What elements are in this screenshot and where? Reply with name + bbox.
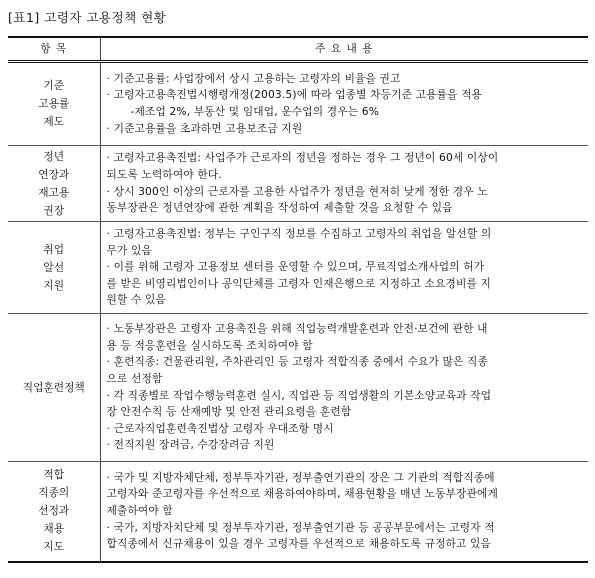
item-line: 고용률: [38, 97, 70, 110]
header-content: 주 요 내 용: [100, 37, 588, 62]
table-row: [8, 314, 588, 462]
content-line: · 각 직종별로 작업수행능력훈련 실시, 직업관 등 직업생활의 기본소양교육과 작업: [106, 388, 492, 402]
header-item: 항 목: [8, 37, 100, 62]
content-line: · 노동부장관은 고령자 고용촉진을 위해 직업능력개발훈련과 안전·보건에 관한 내: [106, 322, 488, 336]
item-line: 직종의: [38, 486, 70, 500]
content-line: · 이를 위해 고령자 고용정보 센터를 운영할 수 있으며, 무료직업소개사업의 허가: [106, 260, 485, 274]
content-line: 무가 있음: [106, 243, 152, 257]
item-line: 선정과: [38, 504, 70, 518]
content-line: 용 등 적응훈련을 실시하도록 조치하여야 함: [106, 338, 313, 352]
item-line: 지도: [43, 540, 65, 554]
content-line: · 기준고용률을 초과하면 고용보조금 지원: [106, 121, 303, 135]
item-line: 기준: [43, 79, 65, 92]
content-line: 제출하여야 함: [106, 503, 173, 517]
item-line: 알선: [43, 260, 65, 274]
row-content-cell: [100, 222, 588, 314]
content-line: · 근로자직업훈련촉진법상 고령자 우대조항 명시: [106, 421, 334, 435]
content-line: · 국가, 지방자치단체 및 정부투자기관, 정부출연기관 등 공공부문에서는 고령자 적: [106, 520, 495, 534]
item-line: 직업훈련정책: [22, 380, 85, 394]
row-item-cell: [8, 462, 100, 562]
content-line: 장 안전수칙 등 산재예방 및 안전 관리요령을 훈련함: [106, 405, 352, 419]
row-content-cell: [100, 146, 588, 222]
row-item-cell: [8, 314, 100, 462]
item-line: 권장: [43, 203, 65, 217]
item-line: 취업: [43, 242, 65, 256]
item-line: 적합: [43, 468, 65, 482]
table-title: [표1] 고령자 고용정책 현황: [8, 10, 167, 25]
row-item-cell: [8, 146, 100, 222]
table-row: [8, 462, 588, 562]
content-line: 합직종에서 신규채용이 있을 경우 고령자를 우선적으로 채용하도록 규정하고 있음: [106, 537, 492, 551]
content-line: 고령자와 준고령자를 우선적으로 채용하여야하며, 채용현황을 매년 노동부장관에게: [106, 487, 498, 501]
row-content-cell: [100, 462, 588, 562]
table-header-row: [8, 37, 588, 62]
content-line: 되도록 노력하여야 한다.: [106, 167, 222, 181]
content-line: 원할 수 있음: [106, 293, 166, 307]
content-line: · 국가 및 지방자체단체, 정부투자기관, 정부출연기관의 장은 그 기관의 적합직종에: [106, 470, 495, 484]
table-row: [8, 62, 588, 146]
row-content-cell: [100, 62, 588, 146]
item-line: 채용: [43, 522, 65, 536]
content-line: · 고령자고용촉진법: 정부는 구인구직 정보를 수집하고 고령자의 취업을 알선할 의: [106, 227, 492, 241]
content-line: · 훈련직종: 건물관리원, 주차관리인 등 고령자 적합직종 중에서 수요가 많은 직종: [106, 355, 488, 369]
item-line: 정년: [43, 149, 65, 163]
content-line: · 상시 300인 이상의 근로자를 고용한 사업주가 정년을 현저히 낮게 정한 경우 노: [106, 184, 488, 198]
table-row: [8, 146, 588, 222]
policy-table: [8, 36, 588, 563]
content-line: 동부장관은 정년연장에 관한 계획을 작성하여 제출할 것을 요청할 수 있음: [106, 201, 453, 215]
content-line: · 고령자고용촉진법시행령개정(2003.5)에 따라 업종별 차등기준 고용률을 적용: [106, 88, 483, 102]
row-item-cell: [8, 62, 100, 146]
content-line: · 고령자고용촉진법: 사업주가 근로자의 정년을 정하는 경우 그 정년이 60세 이상이: [106, 151, 499, 165]
content-line: · 전직지원 장려금, 수강장려금 지원: [106, 438, 275, 452]
content-line: -제조업 2%, 부동산 및 임대업, 운수업의 경우는 6%: [130, 105, 380, 118]
item-line: 연장과: [38, 167, 70, 181]
row-content-cell: [100, 314, 588, 462]
content-line: 으로 선정함: [106, 371, 163, 385]
item-line: 지원: [43, 278, 65, 292]
item-line: 제도: [43, 115, 65, 128]
table-row: [8, 222, 588, 314]
item-line: 재고용: [38, 185, 70, 199]
row-item-cell: [8, 222, 100, 314]
content-line: · 기준고용률: 사업장에서 상시 고용하는 고령자의 비율을 권고: [106, 71, 401, 85]
content-line: 를 받은 비영리법인이나 공익단체를 고령자 인재은행으로 지정하고 소요경비를 지: [106, 276, 492, 290]
